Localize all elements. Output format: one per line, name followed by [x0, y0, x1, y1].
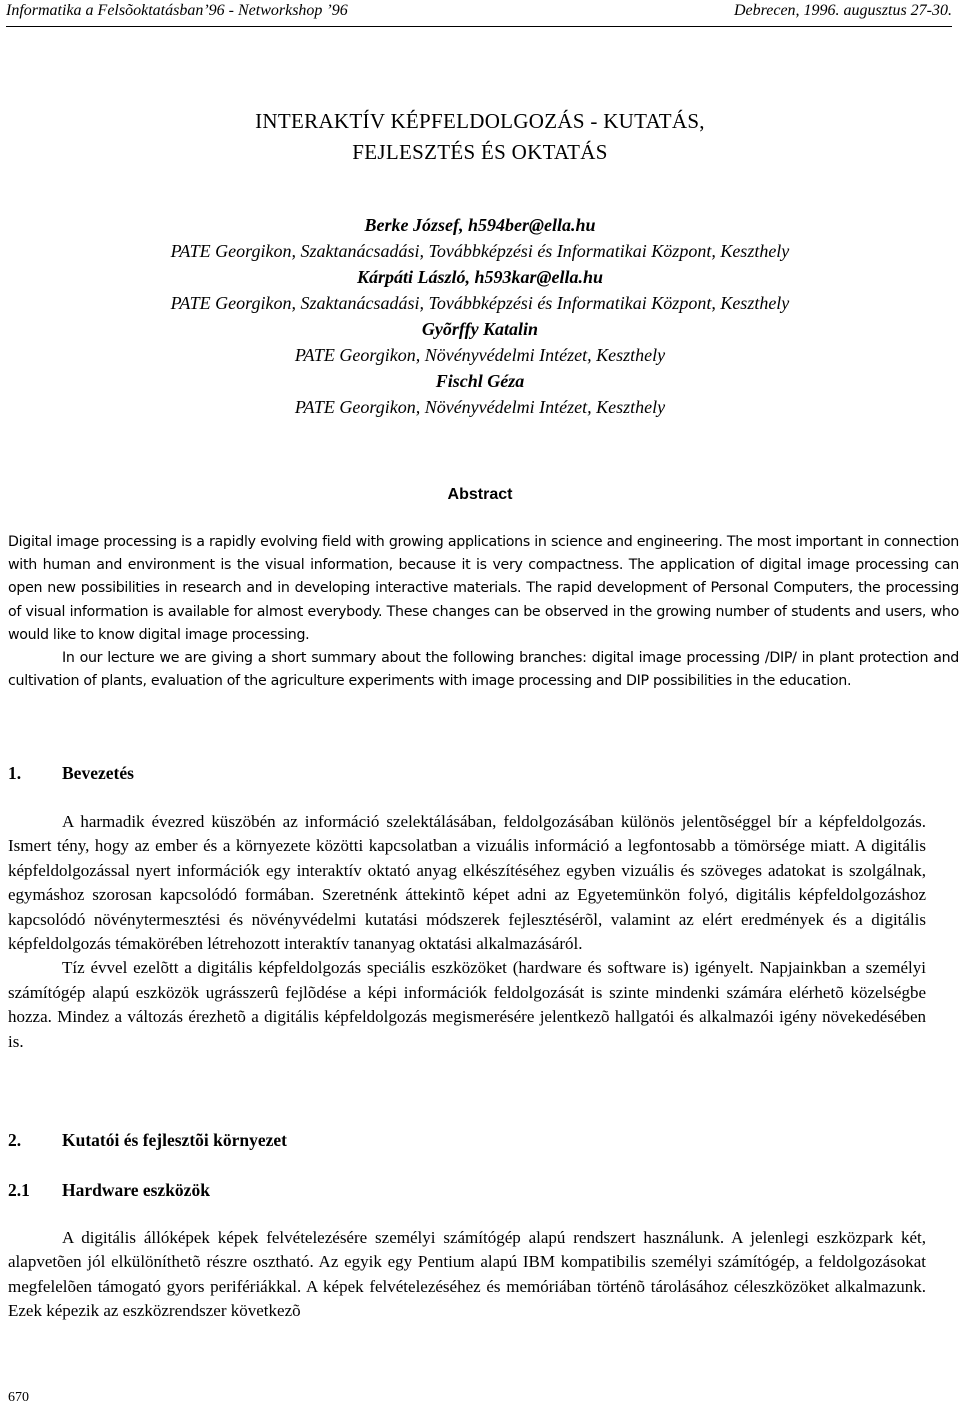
abstract-heading: Abstract — [447, 486, 513, 503]
section-number: 1. — [8, 763, 22, 783]
subsection-heading-2-1 — [8, 1178, 210, 1202]
author-name: Kárpáti László, h593kar@ella.hu — [356, 267, 604, 287]
author-affiliation: PATE Georgikon, Növényvédelmi Intézet, Keszthely — [294, 345, 666, 365]
abstract-paragraph: Digital image processing is a rapidly evolving field with growing applications in science and engineering. The most important in connection with human and environment is the visual information, because it is very compactness. The application of digital image processing can open new possibilities in research and in developing interactive materials. The rapid development of Personal Computers, the processing of visual information is available for almost everybody. These changes can be observed in the growing number of students and users, who would like to know digital image processing. — [8, 534, 959, 643]
author-name: Berke József, h594ber@ella.hu — [364, 215, 596, 235]
author-affiliation: PATE Georgikon, Szaktanácsadási, Továbbképzési és Informatikai Központ, Keszthely — [170, 293, 790, 313]
author-block — [0, 212, 960, 420]
author-affiliation: PATE Georgikon, Növényvédelmi Intézet, Keszthely — [294, 397, 666, 417]
header-location-date: Debrecen, 1996. augusztus 27-30. — [733, 2, 952, 19]
author-affiliation: PATE Georgikon, Szaktanácsadási, Továbbképzési és Informatikai Központ, Keszthely — [170, 241, 790, 261]
section-title: Kutatói és fejlesztõi környezet — [62, 1130, 287, 1150]
paper-title — [0, 106, 960, 168]
section-heading-2 — [8, 1128, 287, 1152]
abstract-paragraph: In our lecture we are giving a short summary about the following branches: digital image processing /DIP/ in plant protection and cultivation of plants, evaluation of the agriculture experiments with image processing and DIP possibilities in the education. — [8, 650, 959, 690]
author-name: Fischl Géza — [435, 371, 525, 391]
paper-title-line-1: INTERAKTÍV KÉPFELDOLGOZÁS - KUTATÁS, — [255, 109, 705, 133]
section-2-1-body — [8, 1226, 926, 1324]
section-title: Hardware eszközök — [62, 1180, 210, 1200]
section-number: 2. — [8, 1130, 22, 1150]
running-header — [6, 0, 952, 27]
section-heading-1 — [8, 761, 134, 785]
section-number: 2.1 — [8, 1180, 30, 1200]
author-name: Gyõrffy Katalin — [421, 319, 539, 339]
body-paragraph: A harmadik évezred küszöbén az információ szelektálásában, feldolgozásában különös jelentõséggel bír a képfeldolgozás. Ismert tény, hogy az ember és a környezete közötti kapcsolatban a vizuális információ a legfontosabb a tömörsége miatt. A digitális képfeldolgozással nyert információk egy interaktív oktató anyag elkészítéséhez egyben vizuális és szöveges adatokat is szolgálnak, egymáshoz szorosan kapcsolódó formában. Szeretnénk áttekintõ képet adni az Egyetemünkön folyó, digitális képfeldolgozáshoz kapcsolódó növénytermesztési és növényvédelmi kutatási módszerek fejlesztésérõl, valamint az elért eredmények és a digitális képfeldolgozás témakörében létrehozott interaktív tananyag oktatási alkalmazásáról. — [8, 812, 926, 954]
section-title: Bevezetés — [62, 763, 134, 783]
section-1-body — [8, 810, 926, 1054]
abstract-body — [8, 531, 959, 693]
page-number: 670 — [8, 1390, 29, 1405]
body-paragraph: A digitális állóképek képek felvételezésére személyi számítógép alapú rendszert használunk. A jelenlegi eszközpark két, alapvetõen jól elkülöníthetõ részre osztható. Az egyik egy Pentium alapú IBM kompatibilis személyi számítógép, a feldolgozásokat megfelelõen támogató gyors perifériákkal. A képek felvételezéséhez és memóriában történõ tárolásához céleszközöket alkalmazunk. Ezek képezik az eszközrendszer következõ — [8, 1228, 926, 1321]
header-conference: Informatika a Felsõoktatásban’96 - Networkshop ’96 — [6, 2, 348, 19]
body-paragraph: Tíz évvel ezelõtt a digitális képfeldolgozás speciális eszközöket (hardware és software is) igényelt. Napjainkban a személyi számítógép alapú eszközök ugrásszerû fejlõdése a képi információk feldolgozását is szinte mindenki számára elérhetõ közelségbe hozza. Mindez a változás érezhetõ a digitális képfeldolgozás megismerésére jelentkezõ hallgatói és alkalmazói igény növekedésében is. — [8, 958, 926, 1051]
paper-title-line-2: FEJLESZTÉS ÉS OKTATÁS — [352, 140, 608, 164]
